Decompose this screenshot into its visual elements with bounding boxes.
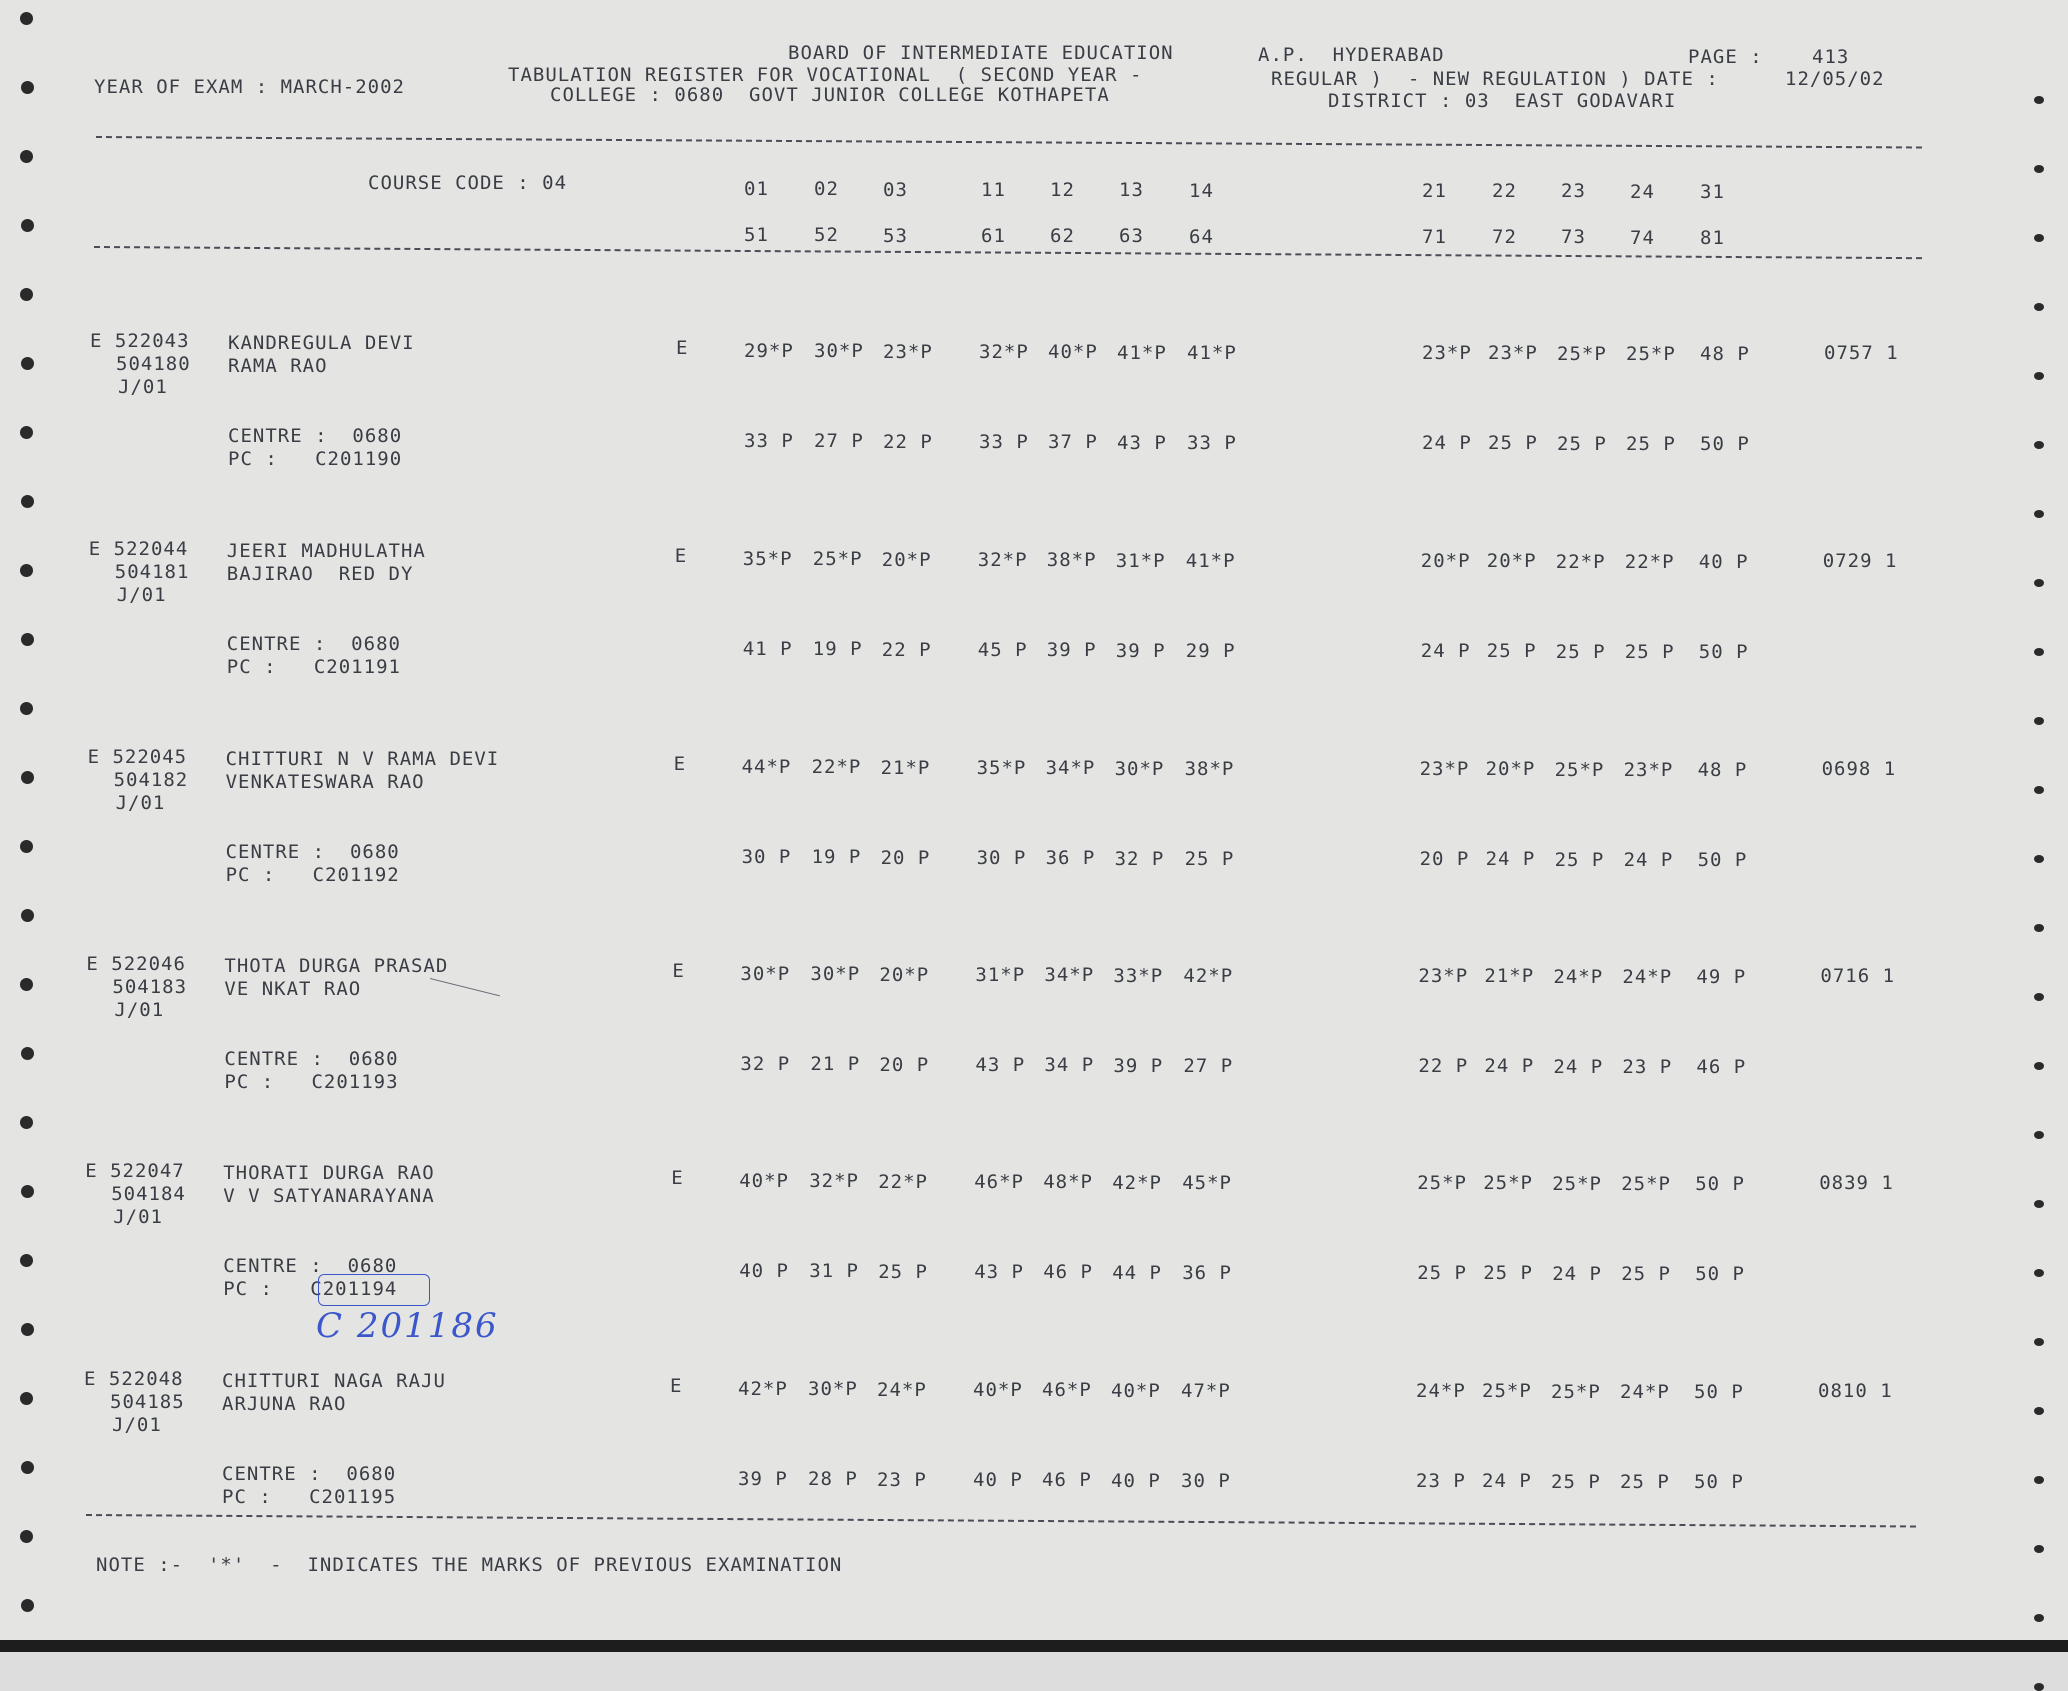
mark-first-year: 32*P [979, 340, 1029, 363]
mark-first-year: 46*P [1042, 1379, 1092, 1402]
perforation-hole [2034, 1683, 2044, 1691]
pc-code: PC : C201191 [226, 656, 401, 678]
column-code: 21 [1422, 179, 1447, 202]
group-code: J/01 [118, 376, 168, 398]
mark-first-year: 24*P [1553, 965, 1604, 988]
student-name: CHITTURI N V RAMA DEVI [225, 748, 500, 770]
mark-first-year: 21*P [1484, 965, 1535, 988]
reg-number: E 522043 [90, 330, 190, 352]
mark-second-year: 37 P [1048, 431, 1098, 454]
mark-first-year: 23*P [1422, 342, 1472, 365]
column-code: 24 [1630, 180, 1655, 203]
perforation-hole [21, 1599, 34, 1612]
group-code: J/01 [114, 999, 165, 1021]
mark-first-year: 49 P [1696, 966, 1747, 989]
hall-ticket-code: 504182 [113, 769, 189, 791]
mark-first-year: 22*P [1624, 551, 1675, 573]
mark-first-year: 25*P [1626, 343, 1676, 365]
mark-second-year: 24 P [1623, 849, 1674, 871]
mark-first-year: 31*P [1115, 549, 1166, 572]
column-code: 72 [1492, 226, 1517, 248]
perforation-hole [21, 909, 34, 922]
perforation-hole [2034, 1407, 2044, 1415]
perforation-hole [2034, 855, 2044, 863]
column-code: 01 [744, 178, 769, 200]
mark-first-year: 25*P [1554, 758, 1605, 781]
mark-second-year: 46 P [1696, 1056, 1747, 1079]
mark-second-year: 22 P [883, 430, 933, 453]
perforation-hole [20, 288, 33, 301]
perforation-hole [2034, 1269, 2044, 1277]
mark-second-year: 33 P [744, 430, 794, 452]
column-code: 51 [744, 224, 769, 246]
pc-code: PC : C201190 [228, 448, 403, 470]
mark-first-year: 25*P [1417, 1172, 1467, 1195]
pencil-mark [430, 978, 500, 996]
student-name: THOTA DURGA PRASAD [224, 955, 449, 977]
mark-second-year: 43 P [1117, 431, 1167, 454]
mark-second-year: 25 P [1184, 847, 1235, 870]
mark-second-year: 50 P [1698, 641, 1749, 664]
perforation-hole [21, 1323, 34, 1336]
perforation-hole [21, 357, 34, 370]
medium: E [671, 1167, 684, 1189]
father-name: ARJUNA RAO [222, 1393, 347, 1415]
mark-second-year: 25 P [1624, 641, 1675, 663]
mark-first-year: 42*P [738, 1378, 788, 1400]
perforation-hole [21, 1047, 34, 1060]
mark-first-year: 21*P [880, 756, 931, 779]
hall-ticket-code: 504181 [114, 561, 190, 583]
father-name: RAMA RAO [228, 355, 328, 377]
mark-second-year: 24 P [1484, 1055, 1535, 1078]
mark-first-year: 20*P [1420, 550, 1471, 573]
mark-second-year: 22 P [1418, 1055, 1469, 1078]
group-code: J/01 [116, 584, 167, 606]
mark-first-year: 25*P [1482, 1380, 1532, 1403]
mark-second-year: 24 P [1485, 848, 1536, 871]
mark-second-year: 44 P [1112, 1261, 1162, 1284]
mark-second-year: 25 P [1557, 432, 1607, 455]
perforation-hole [2034, 1200, 2044, 1208]
mark-first-year: 41*P [1185, 549, 1236, 572]
reg-number: E 522047 [85, 1160, 185, 1182]
column-code: 64 [1189, 225, 1214, 248]
mark-first-year: 23*P [883, 340, 933, 363]
mark-first-year: 42*P [1183, 964, 1234, 987]
perforation-hole [20, 1530, 33, 1543]
mark-second-year: 24 P [1553, 1055, 1604, 1078]
mark-second-year: 23 P [1622, 1056, 1673, 1078]
pc-code: PC : C201193 [224, 1071, 399, 1093]
perforation-hole [20, 564, 33, 577]
centre-code: CENTRE : 0680 [223, 1255, 398, 1277]
mark-first-year: 25*P [1621, 1173, 1671, 1195]
mark-second-year: 25 P [878, 1260, 928, 1283]
mark-second-year: 39 P [1113, 1054, 1164, 1077]
mark-second-year: 22 P [881, 638, 932, 661]
mark-first-year: 22*P [878, 1170, 928, 1193]
mark-second-year: 30 P [976, 846, 1027, 869]
mark-second-year: 34 P [1044, 1054, 1095, 1077]
father-name: VENKATESWARA RAO [225, 771, 425, 793]
perforation-hole [2034, 165, 2044, 173]
mark-first-year: 35*P [976, 756, 1027, 779]
mark-first-year: 30*P [740, 963, 791, 985]
perforation-hole [2034, 1476, 2044, 1484]
mark-first-year: 41*P [1117, 341, 1167, 364]
mark-first-year: 25*P [1551, 1380, 1601, 1403]
mark-first-year: 30*P [808, 1378, 858, 1401]
perforation-hole [2034, 924, 2044, 932]
perforation-hole [2034, 441, 2044, 449]
perforation-hole [2034, 234, 2044, 242]
column-code: 12 [1050, 179, 1075, 201]
mark-first-year: 30*P [810, 963, 861, 986]
mark-first-year: 40*P [1111, 1379, 1161, 1402]
college-info: COLLEGE : 0680 GOVT JUNIOR COLLEGE KOTHAPETA [550, 84, 1110, 106]
mark-second-year: 24 P [1552, 1262, 1602, 1285]
mark-first-year: 45*P [1182, 1171, 1232, 1194]
reg-number: E 522044 [88, 538, 189, 560]
mark-first-year: 25*P [812, 548, 863, 571]
perforation-hole [20, 1254, 33, 1267]
perforation-hole [20, 840, 33, 853]
perforation-hole [2034, 648, 2044, 656]
perforation-hole [2034, 1338, 2044, 1346]
centre-code: CENTRE : 0680 [228, 425, 403, 447]
medium: E [673, 753, 687, 775]
mark-first-year: 23*P [1419, 758, 1470, 781]
mark-second-year: 30 P [1181, 1469, 1231, 1492]
mark-second-year: 50 P [1694, 1471, 1744, 1494]
mark-first-year: 20*P [881, 548, 932, 571]
pc-code: PC : C201192 [225, 864, 400, 886]
mark-first-year: 33*P [1113, 964, 1164, 987]
mark-second-year: 39 P [1115, 639, 1166, 662]
mark-first-year: 44*P [741, 756, 792, 778]
mark-second-year: 32 P [740, 1053, 791, 1075]
mark-first-year: 22*P [811, 756, 862, 779]
mark-first-year: 40*P [739, 1170, 789, 1192]
mark-second-year: 40 P [1111, 1469, 1161, 1492]
hall-ticket-code: 504184 [111, 1183, 186, 1205]
mark-first-year: 25*P [1557, 342, 1607, 365]
mark-second-year: 20 P [1419, 848, 1470, 871]
report-date: 12/05/02 [1785, 68, 1885, 90]
mark-first-year: 24*P [1620, 1381, 1670, 1403]
board-place: A.P. HYDERABAD [1258, 44, 1445, 66]
column-code: 03 [883, 178, 908, 201]
mark-first-year: 20*P [1486, 550, 1537, 573]
mark-second-year: 33 P [1187, 431, 1237, 454]
student-name: JEERI MADHULATHA [226, 540, 426, 562]
mark-second-year: 25 P [1486, 640, 1537, 663]
mark-second-year: 43 P [975, 1053, 1026, 1076]
grand-total: 0810 1 [1818, 1380, 1893, 1402]
perforation-hole [2034, 1614, 2044, 1622]
perforation-hole [20, 426, 33, 439]
pc-annotation-box [318, 1274, 430, 1306]
mark-first-year: 24*P [1622, 966, 1673, 988]
mark-first-year: 40 P [1698, 551, 1749, 574]
mark-first-year: 48*P [1043, 1171, 1093, 1194]
mark-second-year: 39 P [1046, 639, 1097, 662]
mark-first-year: 20*P [879, 963, 930, 986]
mark-second-year: 46 P [1042, 1469, 1092, 1492]
mark-first-year: 38*P [1184, 757, 1235, 780]
perforation-hole [20, 12, 33, 25]
perforation-hole [20, 1116, 33, 1129]
mark-second-year: 39 P [738, 1468, 788, 1490]
grand-total: 0729 1 [1822, 550, 1898, 572]
mark-second-year: 50 P [1700, 433, 1750, 456]
perforation-hole [2034, 96, 2044, 104]
mark-second-year: 50 P [1697, 849, 1748, 872]
mark-second-year: 23 P [1416, 1470, 1466, 1493]
perforation-hole [21, 633, 34, 646]
column-code: 13 [1119, 179, 1144, 202]
mark-first-year: 40*P [1048, 341, 1098, 364]
mark-second-year: 30 P [741, 846, 792, 868]
perforation-hole [21, 1461, 34, 1474]
footer-divider [86, 1514, 1916, 1527]
perforation-hole [2034, 372, 2044, 380]
father-name: BAJIRAO RED DY [226, 563, 414, 585]
grand-total: 0698 1 [1821, 758, 1897, 780]
student-name: KANDREGULA DEVI [228, 332, 415, 354]
column-code: 53 [883, 224, 908, 247]
medium: E [672, 960, 685, 982]
mark-second-year: 25 P [1620, 1471, 1670, 1493]
mark-first-year: 25*P [1483, 1172, 1533, 1195]
register-title: TABULATION REGISTER FOR VOCATIONAL ( SECOND YEAR - [508, 64, 1143, 86]
mark-second-year: 29 P [1185, 639, 1236, 662]
scanner-edge [0, 1640, 2068, 1652]
centre-code: CENTRE : 0680 [222, 1463, 397, 1485]
page-number: 413 [1812, 46, 1850, 68]
perforation-hole [20, 1392, 33, 1405]
column-code: 31 [1700, 180, 1725, 203]
medium: E [674, 545, 688, 567]
mark-second-year: 25 P [1551, 1470, 1601, 1493]
mark-first-year: 22*P [1555, 550, 1606, 573]
column-code: 61 [981, 224, 1006, 247]
mark-first-year: 23*P [1623, 759, 1674, 781]
mark-second-year: 43 P [974, 1260, 1024, 1283]
mark-first-year: 48 P [1697, 759, 1748, 782]
hall-ticket-code: 504185 [110, 1391, 185, 1413]
perforation-hole [2034, 717, 2044, 725]
mark-first-year: 32*P [977, 548, 1028, 571]
board-title: BOARD OF INTERMEDIATE EDUCATION [788, 42, 1174, 64]
hall-ticket-code: 504183 [112, 976, 188, 998]
handwritten-pc-note: C 201186 [316, 1306, 499, 1346]
reg-number: E 522046 [86, 953, 186, 975]
centre-code: CENTRE : 0680 [226, 633, 401, 655]
mark-second-year: 25 P [1555, 640, 1606, 663]
mark-first-year: 35*P [742, 548, 793, 570]
mark-second-year: 19 P [811, 846, 862, 869]
perforation-hole [20, 978, 33, 991]
mark-first-year: 25*P [1552, 1172, 1602, 1195]
hall-ticket-code: 504180 [116, 353, 191, 375]
student-name: THORATI DURGA RAO [223, 1162, 435, 1184]
mark-first-year: 30*P [1114, 757, 1165, 780]
mark-second-year: 45 P [977, 638, 1028, 661]
mark-first-year: 48 P [1700, 343, 1750, 366]
mark-first-year: 46*P [974, 1170, 1024, 1193]
mark-second-year: 36 P [1182, 1261, 1232, 1284]
centre-code: CENTRE : 0680 [224, 1048, 399, 1070]
mark-second-year: 46 P [1043, 1261, 1093, 1284]
mark-first-year: 34*P [1045, 757, 1096, 780]
mark-first-year: 47*P [1181, 1379, 1231, 1402]
student-name: CHITTURI NAGA RAJU [222, 1370, 446, 1392]
mark-second-year: 41 P [742, 638, 793, 660]
mark-first-year: 24*P [877, 1378, 927, 1401]
perforation-hole [2034, 510, 2044, 518]
perforation-hole [2034, 1545, 2044, 1553]
course-code: COURSE CODE : 04 [368, 172, 568, 194]
column-code: 74 [1630, 226, 1655, 249]
district-info: DISTRICT : 03 EAST GODAVARI [1328, 90, 1677, 112]
mark-second-year: 20 P [880, 846, 931, 869]
mark-second-year: 25 P [1626, 433, 1676, 455]
mark-first-year: 50 P [1694, 1381, 1744, 1404]
mark-second-year: 27 P [1183, 1054, 1234, 1077]
mark-first-year: 50 P [1695, 1173, 1745, 1196]
column-code: 23 [1561, 180, 1586, 203]
mark-second-year: 31 P [809, 1260, 859, 1283]
mark-first-year: 31*P [975, 963, 1026, 986]
mark-first-year: 20*P [1485, 758, 1536, 781]
column-code: 11 [981, 178, 1006, 201]
mark-second-year: 25 P [1417, 1262, 1467, 1285]
mark-second-year: 25 P [1483, 1262, 1533, 1285]
column-code: 14 [1189, 179, 1214, 202]
mark-first-year: 42*P [1112, 1171, 1162, 1194]
pc-code: PC : C201194 [223, 1278, 398, 1300]
mark-second-year: 36 P [1045, 847, 1096, 870]
medium: E [676, 337, 689, 359]
mark-first-year: 38*P [1046, 549, 1097, 572]
mark-second-year: 25 P [1621, 1263, 1671, 1285]
mark-first-year: 41*P [1187, 341, 1237, 364]
mark-first-year: 40*P [973, 1378, 1023, 1401]
perforation-hole [21, 771, 34, 784]
mark-second-year: 24 P [1482, 1470, 1532, 1493]
centre-code: CENTRE : 0680 [225, 841, 400, 863]
grand-total: 0839 1 [1819, 1172, 1894, 1194]
father-name: V V SATYANARAYANA [223, 1185, 435, 1207]
mark-second-year: 25 P [1488, 432, 1538, 455]
mark-second-year: 40 P [739, 1260, 789, 1282]
pc-code: PC : C201195 [222, 1486, 397, 1508]
mark-second-year: 50 P [1695, 1263, 1745, 1286]
regulation-text: REGULAR ) - NEW REGULATION ) DATE : [1271, 68, 1719, 90]
perforation-hole [2034, 579, 2044, 587]
mark-second-year: 21 P [810, 1053, 861, 1076]
mark-second-year: 33 P [979, 430, 1029, 453]
column-code: 63 [1119, 225, 1144, 248]
column-code: 52 [814, 224, 839, 247]
mark-first-year: 30*P [814, 340, 864, 363]
mark-second-year: 23 P [877, 1468, 927, 1491]
medium: E [670, 1375, 683, 1397]
father-name: VE NKAT RAO [224, 978, 362, 1000]
mark-second-year: 25 P [1554, 848, 1605, 871]
perforation-hole [2034, 993, 2044, 1001]
mark-first-year: 23*P [1488, 342, 1538, 365]
group-code: J/01 [113, 1206, 163, 1228]
column-code: 22 [1492, 180, 1517, 202]
mark-first-year: 29*P [744, 340, 794, 362]
footer-note: NOTE :- '*' - INDICATES THE MARKS OF PREVIOUS EXAMINATION [96, 1554, 843, 1576]
header-divider [96, 136, 1922, 149]
perforation-hole [21, 495, 34, 508]
column-code: 73 [1561, 226, 1586, 249]
perforation-hole [2034, 786, 2044, 794]
mark-first-year: 32*P [809, 1170, 859, 1193]
perforation-hole [21, 1185, 34, 1198]
page-label: PAGE : [1688, 46, 1763, 68]
group-code: J/01 [115, 792, 166, 814]
mark-second-year: 28 P [808, 1468, 858, 1491]
column-code: 02 [814, 178, 839, 201]
reg-number: E 522048 [84, 1368, 184, 1390]
perforation-hole [20, 150, 33, 163]
column-code: 62 [1050, 225, 1075, 247]
grand-total: 0757 1 [1824, 342, 1899, 364]
reg-number: E 522045 [87, 746, 188, 768]
mark-second-year: 24 P [1420, 640, 1471, 663]
year-of-exam: YEAR OF EXAM : MARCH-2002 [94, 76, 405, 98]
column-code: 81 [1700, 226, 1725, 249]
mark-first-year: 23*P [1418, 965, 1469, 988]
mark-second-year: 24 P [1422, 432, 1472, 455]
group-code: J/01 [112, 1414, 162, 1436]
mark-second-year: 20 P [879, 1053, 930, 1076]
perforation-hole [21, 219, 34, 232]
mark-second-year: 40 P [973, 1468, 1023, 1491]
grand-total: 0716 1 [1820, 965, 1896, 987]
mark-second-year: 32 P [1114, 847, 1165, 870]
perforation-hole [21, 81, 34, 94]
perforation-hole [20, 702, 33, 715]
mark-first-year: 24*P [1416, 1380, 1466, 1403]
mark-second-year: 27 P [814, 430, 864, 453]
column-code: 71 [1422, 225, 1447, 248]
perforation-hole [2034, 1062, 2044, 1070]
mark-second-year: 19 P [812, 638, 863, 661]
mark-first-year: 34*P [1044, 964, 1095, 987]
perforation-hole [2034, 303, 2044, 311]
perforation-hole [2034, 1131, 2044, 1139]
